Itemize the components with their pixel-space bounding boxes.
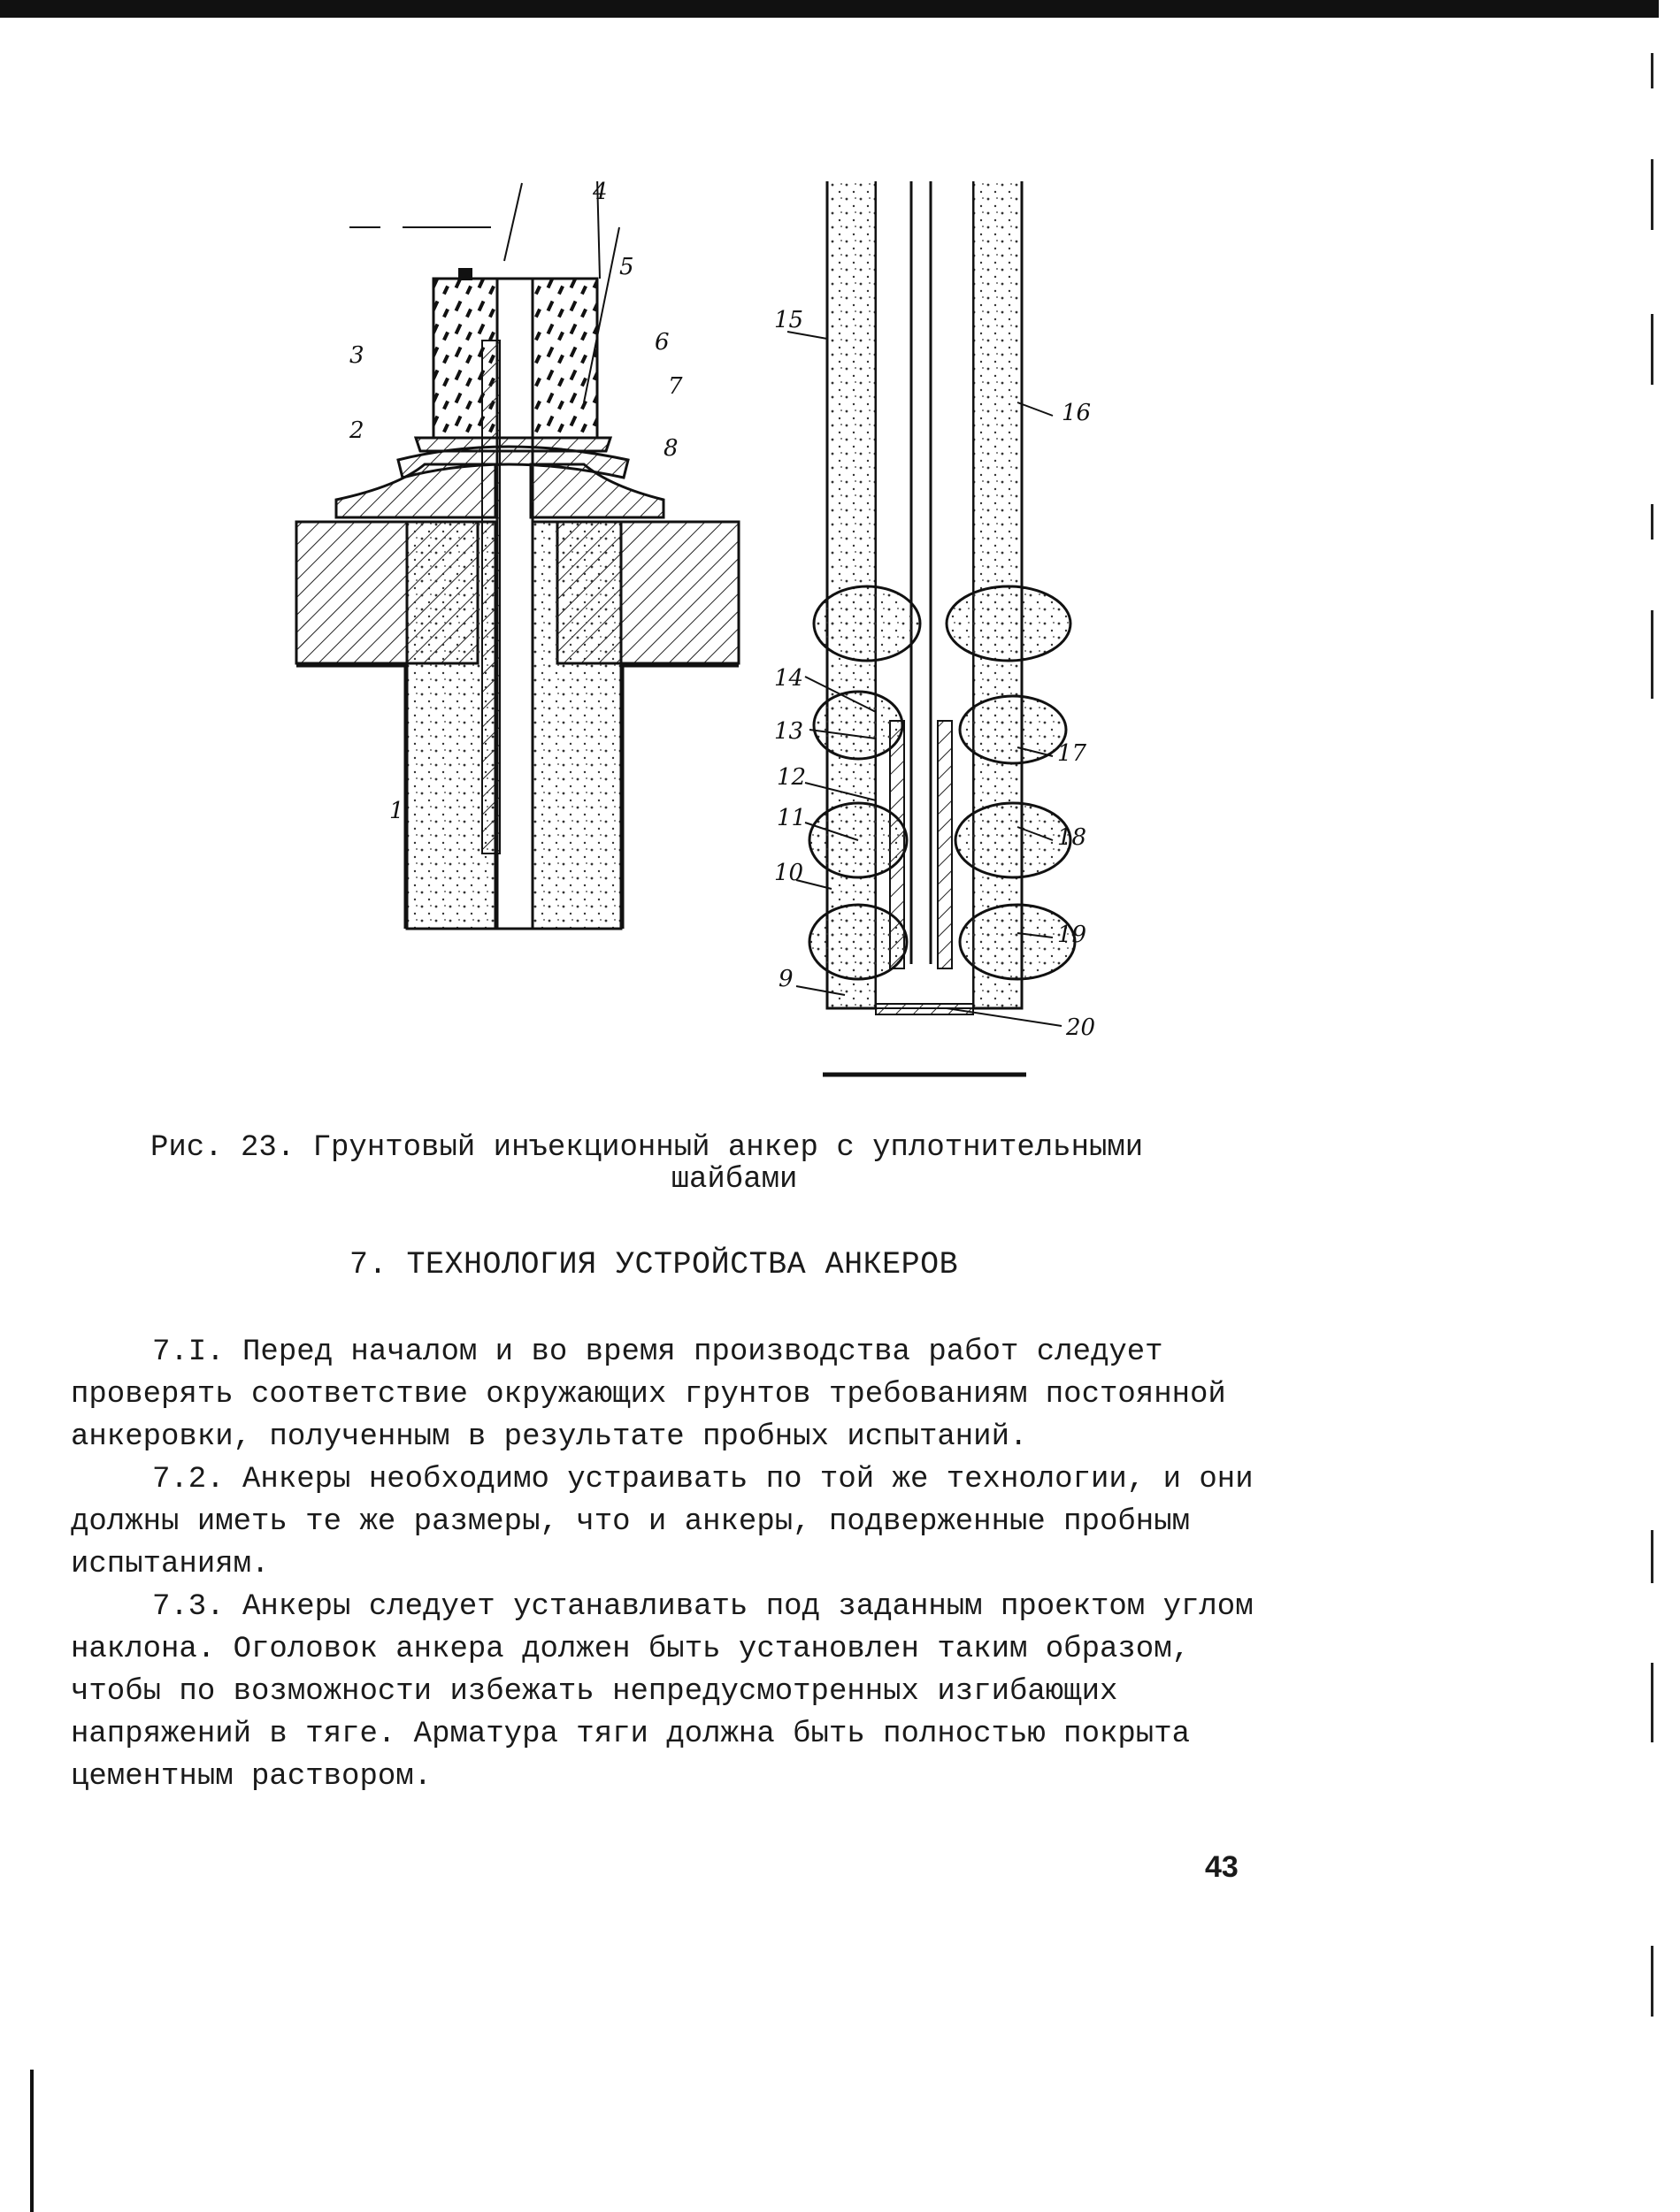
callout-13: 13	[774, 718, 804, 745]
page-number: 43	[1205, 1850, 1239, 1884]
callout-15: 15	[774, 307, 804, 333]
callout-17: 17	[1057, 740, 1087, 767]
callout-14: 14	[774, 665, 804, 692]
scan-top-border	[0, 0, 1659, 18]
callout-10: 10	[774, 860, 804, 886]
scan-edge-mark	[1651, 1946, 1653, 2017]
callout-8: 8	[664, 435, 679, 462]
callout-19: 19	[1057, 922, 1087, 948]
callout-5: 5	[619, 254, 634, 280]
scan-edge-mark	[1651, 504, 1653, 540]
anchor-body-drawing	[787, 181, 1075, 1075]
callout-1: 1	[389, 798, 404, 824]
callout-4: 4	[593, 181, 608, 205]
scan-left-edge	[30, 2070, 34, 2212]
callout-3: 3	[349, 342, 364, 369]
scan-edge-mark	[1651, 610, 1653, 699]
callout-18: 18	[1057, 824, 1087, 851]
figure-caption	[150, 1132, 1159, 1196]
scan-edge-mark	[1651, 53, 1653, 88]
callout-6: 6	[655, 329, 670, 356]
scan-edge-mark	[1651, 1530, 1653, 1583]
scan-edge-mark	[1651, 159, 1653, 230]
body-text	[71, 1331, 1256, 1798]
paragraph-7-3: 7.3. Анкеры следует устанавливать под заданным проектом углом наклона. Оголовок анкера должен быть установлен таким образом, чтобы по возможности избежать непредусмотренных изгибающих напряжений в тяге. Арматура тяги должна быть полностью покрыта цементным раствором.	[71, 1590, 1254, 1794]
anchor-head-drawing	[296, 181, 739, 929]
anchor-figure	[292, 181, 1106, 1097]
callout-2: 2	[349, 417, 364, 444]
callout-12: 12	[777, 764, 807, 791]
paragraph-7-2: 7.2. Анкеры необходимо устраивать по той же технологии, и они должны иметь те же размеры, что и анкеры, подверженные пробным испытаниям.	[71, 1463, 1254, 1581]
callout-7: 7	[668, 373, 683, 400]
callout-16: 16	[1062, 400, 1092, 426]
paragraph-7-1: 7.I. Перед началом и во время производства работ следует проверять соответствие окружающих грунтов требованиям постоянной анкеровки, полученным в результате пробных испытаний.	[71, 1336, 1226, 1454]
anchor-drawing	[292, 181, 1106, 1097]
caption-line-1: Рис. 23. Грунтовый инъекционный анкер с уплотнительными	[150, 1131, 1144, 1165]
callout-20: 20	[1066, 1014, 1096, 1041]
caption-line-2: шайбами	[671, 1163, 798, 1197]
scan-edge-mark	[1651, 314, 1653, 385]
callout-9: 9	[779, 966, 794, 992]
scan-edge-mark	[1651, 1663, 1653, 1742]
section-title: 7. ТЕХНОЛОГИЯ УСТРОЙСТВА АНКЕРОВ	[349, 1247, 959, 1282]
callout-11: 11	[777, 805, 807, 831]
